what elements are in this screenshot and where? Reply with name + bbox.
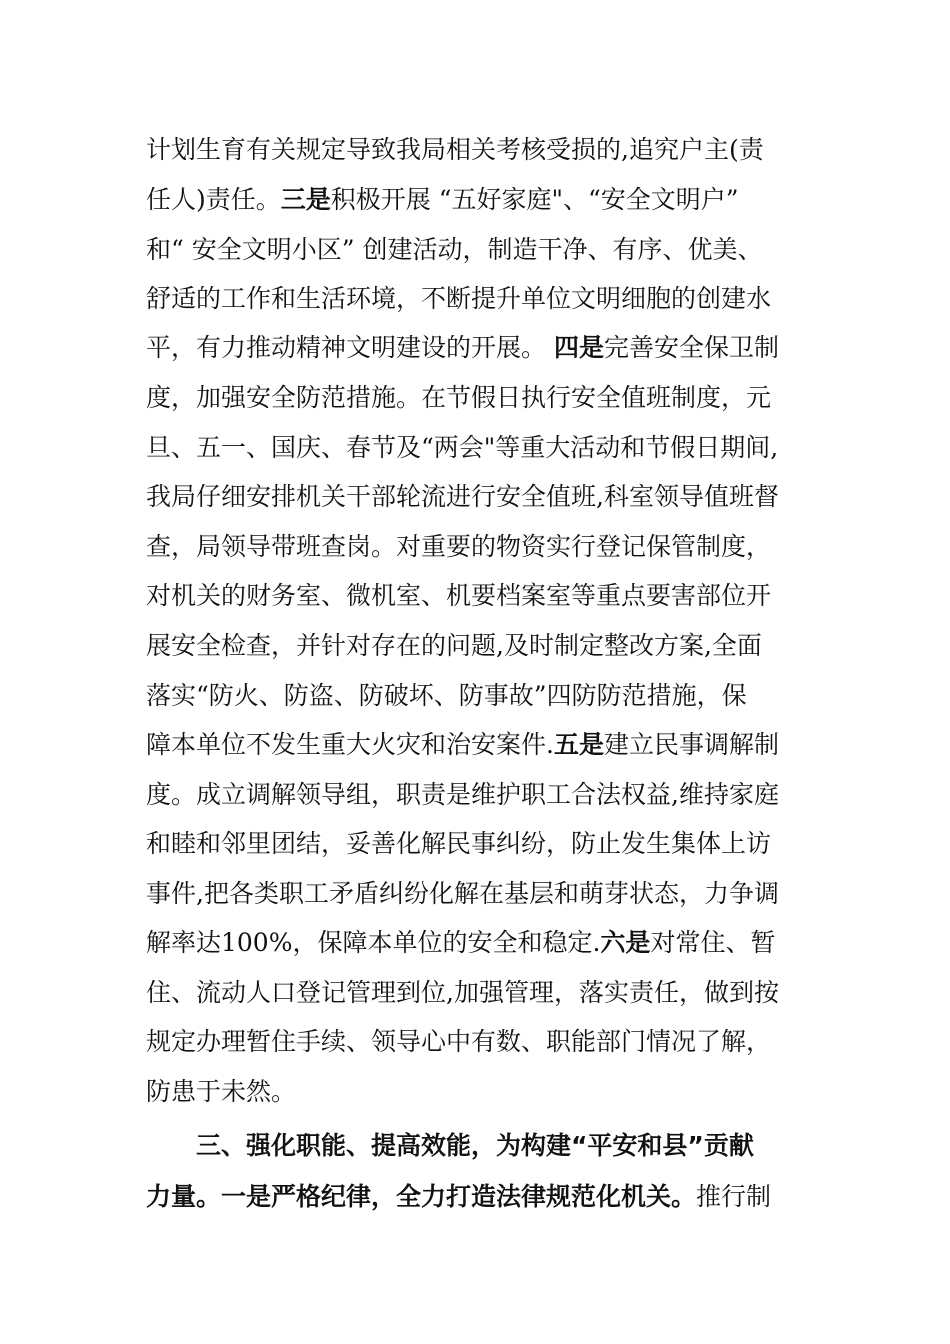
line-text: 对常住、暂 [650, 928, 776, 957]
paragraph-line [146, 779, 779, 811]
line-text: 舒适的工作和生活环境，不断提升单位文明细胞的创建水 [146, 284, 772, 313]
line-text: 任人)责任。 [146, 185, 281, 214]
line-text: 展安全检查，并针对存在的问题,及时制定整改方案,全面 [146, 631, 762, 660]
line-text: 度。成立调解领导组，职责是维护职工合法权益,维持家庭 [146, 780, 779, 809]
paragraph-line [146, 927, 775, 959]
paragraph-line [146, 1181, 771, 1213]
paragraph-line [146, 1026, 771, 1058]
paragraph-line [146, 1076, 296, 1108]
line-text: 解率达100%，保障本单位的安全和稳定. [146, 928, 601, 957]
line-text: 规定办理暂住手续、领导心中有数、职能部门情况了解， [146, 1027, 772, 1056]
paragraph-line [146, 432, 778, 464]
line-text: 积极开展 “五好家庭"、“安全文明户” [330, 185, 739, 214]
paragraph-line [146, 828, 771, 860]
line-text: 事件,把各类职工矛盾纠纷化解在基层和萌芽状态，力争调 [146, 879, 779, 908]
line-text: 查，局领导带班查岗。对重要的物资实行登记保管制度， [146, 532, 772, 561]
line-text: 建立民事调解制 [603, 730, 779, 759]
paragraph-line [146, 481, 779, 513]
line-text: 平，有力推动精神文明建设的开展。 [146, 333, 554, 362]
line-text: 和“ 安全文明小区” 创建活动，制造干净、有序、优美、 [146, 235, 763, 264]
paragraph-line [146, 283, 771, 315]
line-text: 推行制 [696, 1182, 772, 1211]
line-text: 旦、五一、国庆、春节及“两会"等重大活动和节假日期间, [146, 433, 779, 462]
heading-text: 三、强化职能、提高效能，为构建“平安和县”贡献 [196, 1131, 754, 1160]
paragraph-line [146, 184, 739, 216]
line-text: 我局仔细安排机关干部轮流进行安全值班,科室领导值班督 [146, 482, 779, 511]
paragraph-line [146, 234, 762, 266]
paragraph-line [146, 729, 779, 761]
line-text: 计划生育有关规定导致我局相关考核受损的,追究户主(责 [146, 135, 764, 164]
list-marker-four: 四是 [553, 333, 604, 362]
heading-text: 力量。 [146, 1182, 222, 1211]
line-text: 障本单位不发生重大火灾和治安案件. [146, 730, 554, 759]
line-text: 对机关的财务室、微机室、机要档案室等重点要害部位开 [146, 581, 772, 610]
paragraph-line [146, 134, 764, 166]
list-marker-three: 三是 [280, 185, 331, 214]
list-marker-six: 六是 [600, 928, 651, 957]
line-text: 落实“防火、防盗、防破坏、防事故”四防防范措施，保 [146, 681, 747, 710]
line-text: 和睦和邻里团结，妥善化解民事纠纷，防止发生集体上访 [146, 829, 772, 858]
paragraph-line [146, 531, 771, 563]
paragraph-line [146, 977, 779, 1009]
line-text: 度，加强安全防范措施。在节假日执行安全值班制度，元 [146, 383, 772, 412]
line-text: 完善安全保卫制 [603, 333, 779, 362]
list-marker-five: 五是 [553, 730, 604, 759]
section-heading-three [196, 1130, 754, 1162]
paragraph-line [146, 878, 779, 910]
line-text: 防患于未然。 [146, 1077, 297, 1106]
paragraph-line [146, 680, 747, 712]
list-marker-one: 一是严格纪律，全力打造法律规范化机关。 [221, 1182, 697, 1211]
paragraph-line [146, 580, 771, 612]
line-text: 住、流动人口登记管理到位,加强管理，落实责任，做到按 [146, 978, 779, 1007]
paragraph-line [146, 630, 762, 662]
paragraph-line [146, 332, 779, 364]
paragraph-line [146, 382, 771, 414]
